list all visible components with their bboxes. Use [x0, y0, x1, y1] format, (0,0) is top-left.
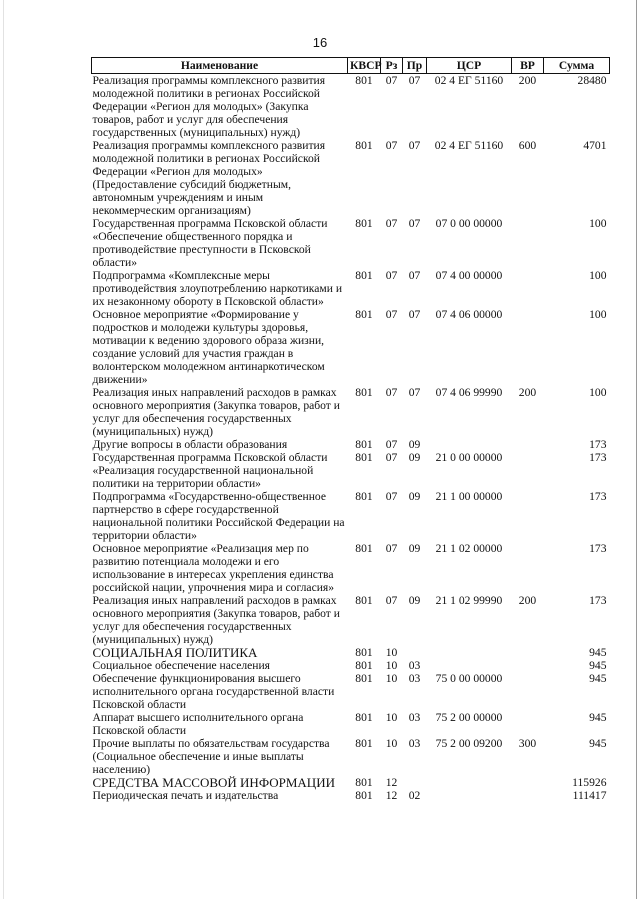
cell-name: Реализация программы комплексного развития молодежной политики в регионах Российской Федерации «Регион для молодых» (Предоставление субсидий бюджетным, автономным учреждениям и иным некоммерческим организациям) [92, 139, 326, 217]
cell-name: Основное мероприятие «Реализация мер по развитию потенциала молодежи и его использование в интересах укрепления единства российской нации, упрочнения мира и согласия» [92, 542, 335, 594]
cell-kvsr: 801 [355, 672, 373, 685]
cell-rz: 10 [385, 737, 398, 750]
cell-rz: 10 [385, 711, 398, 724]
cell-rz: 07 [385, 308, 398, 321]
cell-rz: 07 [385, 542, 398, 555]
cell-pr: 07 [408, 269, 421, 282]
cell-kvsr: 801 [355, 776, 373, 789]
table-row [92, 672, 610, 711]
cell-name: Реализация иных направлений расходов в рамках основного мероприятия (Закупка товаров, работ и услуг для обеспечения государственных (муниципальных) нужд) [92, 386, 340, 438]
header-row [92, 58, 610, 74]
header-kvsr: КВСР [348, 58, 381, 74]
cell-vr: 200 [518, 74, 537, 87]
cell-rz: 07 [385, 451, 398, 464]
cell-kvsr: 801 [355, 217, 373, 230]
cell-sum: 945 [589, 672, 607, 685]
cell-sum: 173 [589, 542, 607, 555]
table-row [92, 451, 610, 490]
cell-pr: 09 [408, 594, 421, 607]
cell-rz: 10 [385, 659, 398, 672]
table-row [92, 386, 610, 438]
cell-kvsr: 801 [355, 646, 373, 659]
cell-pr [403, 646, 427, 659]
cell-kvsr: 801 [355, 74, 373, 87]
cell-csr: 75 0 00 00000 [435, 672, 503, 685]
cell-csr: 21 1 00 00000 [435, 490, 503, 503]
cell-kvsr: 801 [355, 490, 373, 503]
cell-name: Социальное обеспечение населения [92, 659, 271, 672]
cell-sum: 100 [589, 308, 607, 321]
cell-sum: 945 [589, 659, 607, 672]
cell-pr: 07 [408, 386, 421, 399]
table-row [92, 594, 610, 646]
header-csr: ЦСР [427, 58, 512, 74]
cell-csr: 07 4 06 99990 [435, 386, 503, 399]
cell-name: Основное мероприятие «Формирование у подростков и молодежи культуры здоровья, мотивации к ведению здорового образа жизни, создание условий для участия граждан в волонтерском молодежном антинаркотическом движении» [92, 308, 325, 386]
cell-sum: 100 [589, 386, 607, 399]
cell-name: СОЦИАЛЬНАЯ ПОЛИТИКА [92, 645, 258, 660]
cell-vr: 200 [518, 594, 537, 607]
cell-sum: 4701 [583, 139, 607, 152]
cell-name: Государственная программа Псковской области «Реализация государственной национальной политики на территории области» [92, 451, 328, 490]
table-row [92, 659, 610, 672]
cell-name: СРЕДСТВА МАССОВОЙ ИНФОРМАЦИИ [92, 775, 335, 790]
cell-sum: 173 [589, 438, 607, 451]
cell-rz: 07 [385, 139, 398, 152]
cell-csr: 02 4 ЕГ 51160 [434, 139, 504, 152]
cell-kvsr: 801 [355, 659, 373, 672]
cell-sum: 173 [589, 490, 607, 503]
cell-vr [512, 776, 544, 789]
table-row [92, 308, 610, 386]
cell-csr [427, 776, 512, 789]
cell-vr [512, 438, 544, 451]
table-row [92, 542, 610, 594]
cell-pr: 02 [408, 789, 421, 802]
cell-sum: 173 [589, 594, 607, 607]
cell-name: Периодическая печать и издательства [92, 789, 279, 802]
cell-kvsr: 801 [355, 386, 373, 399]
cell-name: Государственная программа Псковской области «Обеспечение общественного порядка и противодействие преступности в Псковской области» [92, 217, 328, 269]
cell-sum: 100 [589, 269, 607, 282]
cell-pr: 07 [408, 74, 421, 87]
cell-rz: 12 [385, 776, 398, 789]
cell-vr [512, 490, 544, 542]
table-row [92, 269, 610, 308]
table-row [92, 490, 610, 542]
section-row [92, 646, 610, 659]
cell-csr [427, 438, 512, 451]
cell-pr: 03 [408, 711, 421, 724]
table-row [92, 74, 610, 140]
cell-csr: 75 2 00 00000 [435, 711, 503, 724]
cell-rz: 10 [385, 646, 398, 659]
cell-rz: 12 [385, 789, 398, 802]
cell-rz: 10 [385, 672, 398, 685]
header-vr: ВР [512, 58, 544, 74]
cell-kvsr: 801 [355, 139, 373, 152]
cell-pr: 03 [408, 659, 421, 672]
cell-sum: 100 [589, 217, 607, 230]
cell-csr: 21 1 02 99990 [435, 594, 503, 607]
section-row [92, 776, 610, 789]
scan-edge-right [636, 0, 637, 899]
header-name: Наименование [92, 58, 348, 74]
cell-rz: 07 [385, 594, 398, 607]
cell-kvsr: 801 [355, 737, 373, 750]
cell-csr: 21 1 02 00000 [435, 542, 503, 555]
cell-kvsr: 801 [355, 789, 373, 802]
cell-pr: 07 [408, 217, 421, 230]
cell-rz: 07 [385, 269, 398, 282]
page-number: 16 [312, 35, 328, 50]
cell-sum: 945 [589, 711, 607, 724]
cell-name: Аппарат высшего исполнительного органа Псковской области [92, 711, 304, 737]
cell-rz: 07 [385, 386, 398, 399]
cell-sum: 115926 [572, 776, 607, 789]
cell-csr: 07 0 00 00000 [435, 217, 503, 230]
cell-vr [512, 646, 544, 659]
cell-name: Реализация иных направлений расходов в рамках основного мероприятия (Закупка товаров, работ и услуг для обеспечения государственных (муниципальных) нужд) [92, 594, 340, 646]
header-sum: Сумма [544, 58, 610, 74]
cell-kvsr: 801 [355, 308, 373, 321]
table-row [92, 711, 610, 737]
cell-kvsr: 801 [355, 711, 373, 724]
cell-pr: 03 [408, 737, 421, 750]
cell-name: Подпрограмма «Государственно-общественное партнерство в сфере государственной национальной политики Российской Федерации на территории области» [92, 490, 345, 542]
table-body [92, 74, 610, 803]
cell-pr: 09 [408, 438, 421, 451]
cell-csr: 07 4 06 00000 [435, 308, 503, 321]
table-row [92, 139, 610, 217]
cell-kvsr: 801 [355, 594, 373, 607]
cell-pr: 07 [408, 139, 421, 152]
cell-name: Обеспечение функционирования высшего исполнительного органа государственной власти Псковской области [92, 672, 335, 711]
cell-name: Реализация программы комплексного развития молодежной политики в регионах Российской Федерации «Регион для молодых» (Закупка товаров, работ и услуг для обеспечения государственных (муниципальных) нужд) [92, 74, 326, 139]
table-row [92, 438, 610, 451]
cell-kvsr: 801 [355, 438, 373, 451]
cell-csr: 07 4 00 00000 [435, 269, 503, 282]
table-row [92, 737, 610, 776]
cell-rz: 07 [385, 74, 398, 87]
cell-vr [512, 217, 544, 269]
table-header [92, 58, 610, 74]
cell-rz: 07 [385, 217, 398, 230]
cell-rz: 07 [385, 490, 398, 503]
cell-pr: 09 [408, 490, 421, 503]
cell-rz: 07 [385, 438, 398, 451]
cell-name: Другие вопросы в области образования [92, 438, 288, 451]
cell-vr [512, 269, 544, 308]
cell-name: Прочие выплаты по обязательствам государства (Социальное обеспечение и иные выплаты населению) [92, 737, 330, 776]
cell-name: Подпрограмма «Комплексные меры противодействия злоупотреблению наркотиками и их незаконному обороту в Псковской области» [92, 269, 343, 308]
cell-vr [512, 659, 544, 672]
cell-vr [512, 789, 544, 802]
cell-vr: 200 [518, 386, 537, 399]
cell-sum: 28480 [577, 74, 607, 87]
cell-sum: 945 [589, 737, 607, 750]
cell-vr [512, 451, 544, 490]
cell-pr: 07 [408, 308, 421, 321]
cell-pr [403, 776, 427, 789]
cell-csr: 75 2 00 09200 [435, 737, 503, 750]
cell-sum: 111417 [572, 789, 607, 802]
cell-csr [427, 646, 512, 659]
cell-csr: 02 4 ЕГ 51160 [434, 74, 504, 87]
cell-vr [512, 542, 544, 594]
cell-vr [512, 711, 544, 737]
cell-kvsr: 801 [355, 269, 373, 282]
cell-vr: 600 [518, 139, 537, 152]
scan-edge-left [3, 0, 4, 899]
cell-vr: 300 [518, 737, 537, 750]
table-row [92, 217, 610, 269]
table-row [92, 789, 610, 802]
cell-pr: 09 [408, 451, 421, 464]
header-pr: Пр [403, 58, 427, 74]
cell-csr: 21 0 00 00000 [435, 451, 503, 464]
cell-vr [512, 308, 544, 386]
cell-pr: 09 [408, 542, 421, 555]
cell-vr [512, 672, 544, 711]
header-rz: Рз [381, 58, 403, 74]
budget-table [91, 57, 610, 802]
cell-kvsr: 801 [355, 542, 373, 555]
cell-pr: 03 [408, 672, 421, 685]
cell-kvsr: 801 [355, 451, 373, 464]
cell-csr [427, 789, 512, 802]
cell-sum: 945 [589, 646, 607, 659]
cell-sum: 173 [589, 451, 607, 464]
cell-csr [427, 659, 512, 672]
